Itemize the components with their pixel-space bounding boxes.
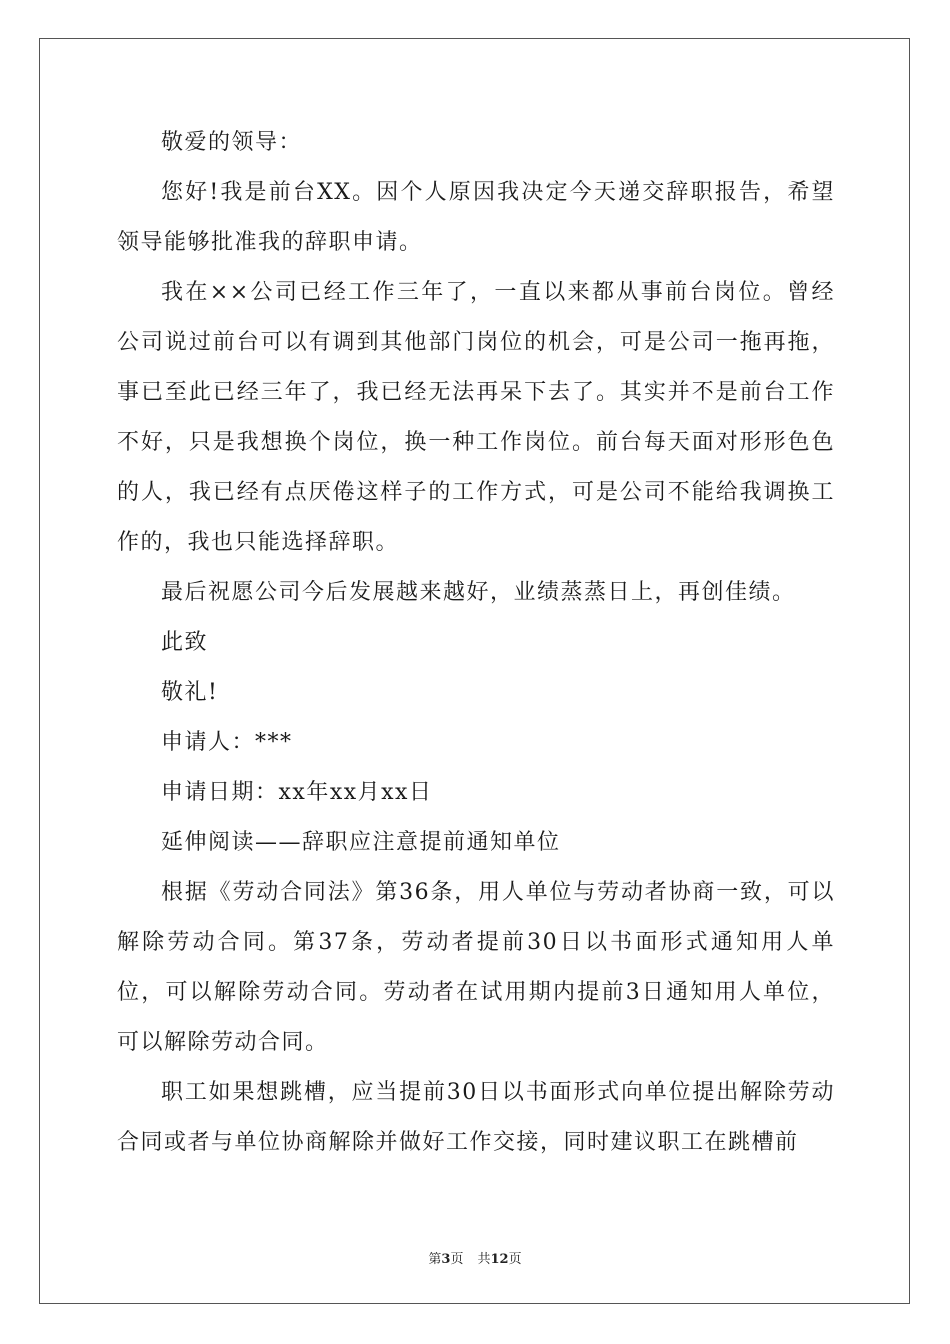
page-suffix: 页 (450, 1252, 464, 1267)
page-current: 3 (441, 1252, 451, 1267)
closing-cizhi: 此致 (161, 630, 209, 655)
applicant-line: 申请人：*** (161, 730, 293, 755)
paragraph-advice: 职工如果想跳槽，应当提前30日以书面形式向单位提出解除劳动合同或者与单位协商解除并做好工作交接，同时建议职工在跳槽前 (117, 1080, 835, 1155)
closing-jingli: 敬礼! (161, 680, 219, 705)
page-total: 12 (490, 1252, 509, 1267)
paragraph-greeting: 您好!我是前台XX。因个人原因我决定今天递交辞职报告，希望领导能够批准我的辞职申请。 (117, 180, 835, 255)
salutation: 敬爱的领导： (161, 130, 303, 155)
paragraph-law: 根据《劳动合同法》第36条，用人单位与劳动者协商一致，可以解除劳动合同。第37条，劳动者提前30日以书面形式通知用人单位，可以解除劳动合同。劳动者在试用期内提前3日通知用人单位，可以解除劳动合同。 (117, 880, 835, 1055)
total-prefix: 共 (477, 1252, 491, 1267)
document-body (117, 118, 835, 1168)
paragraph-wishes: 最后祝愿公司今后发展越来越好，业绩蒸蒸日上，再创佳绩。 (161, 580, 796, 605)
section-heading: 延伸阅读——辞职应注意提前通知单位 (161, 830, 561, 855)
total-suffix: 页 (508, 1252, 522, 1267)
page-footer (0, 1248, 950, 1267)
date-line: 申请日期：xx年xx月xx日 (161, 780, 433, 805)
page-prefix: 第 (428, 1252, 442, 1267)
paragraph-reason: 我在××公司已经工作三年了，一直以来都从事前台岗位。曾经公司说过前台可以有调到其他部门岗位的机会，可是公司一拖再拖，事已至此已经三年了，我已经无法再呆下去了。其实并不是前台工作不好，只是我想换个岗位，换一种工作岗位。前台每天面对形形色色的人，我已经有点厌倦这样子的工作方式，可是公司不能给我调换工作的，我也只能选择辞职。 (117, 280, 835, 555)
